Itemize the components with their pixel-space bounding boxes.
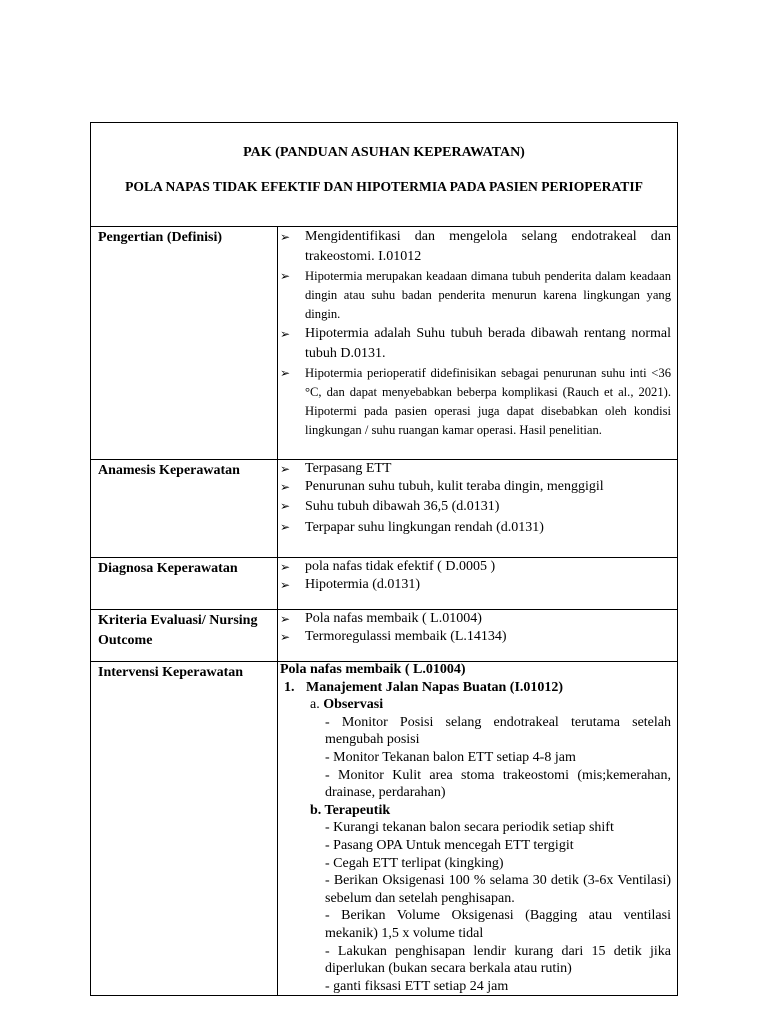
row-pengertian bbox=[91, 226, 677, 460]
list-item: ➢ Termoregulassi membaik (L.14134) bbox=[279, 628, 671, 646]
list-item: ➢ Hipotermia (d.0131) bbox=[279, 576, 671, 594]
list-item: ➢ Mengidentifikasi dan mengelola selang endotrakeal dan trakeostomi. I.01012 bbox=[279, 227, 671, 267]
list-item: ➢ Hipotermia perioperatif didefinisikan sebagai penurunan suhu inti <36 °C, dan dapat menyebabkan beberpa komplikasi (Rauch et al., 2021). Hipotermi pada pasien operasi juga dapat disebabkan oleh kondisi lingkungan / suhu ruangan kamar operasi. Hasil penelitian. bbox=[279, 364, 671, 440]
label-pengertian: Pengertian (Definisi) bbox=[98, 230, 223, 245]
row-anamnesis bbox=[91, 459, 677, 558]
column-divider bbox=[277, 226, 278, 459]
row-intervensi bbox=[91, 661, 677, 995]
column-divider bbox=[277, 661, 278, 995]
terapeutik-heading: b. Terapeutik bbox=[310, 802, 391, 818]
column-divider bbox=[277, 459, 278, 557]
intervention-step: 1. Manajement Jalan Napas Buatan (I.01012) bbox=[284, 679, 564, 695]
list-item: - Pasang OPA Untuk mencegah ETT tergigit bbox=[325, 837, 574, 853]
row-diagnosa bbox=[91, 557, 677, 610]
value-anamnesis bbox=[279, 460, 671, 538]
list-item: ➢ Pola nafas membaik ( L.01004) bbox=[279, 610, 671, 628]
list-item: - Berikan Volume Oksigenasi (Bagging atau ventilasi mekanik) 1,5 x volume tidal bbox=[325, 908, 671, 941]
observasi-heading: a. Observasi bbox=[310, 697, 384, 713]
list-item: - Monitor Tekanan balon ETT setiap 4-8 jam bbox=[325, 749, 576, 765]
value-kriteria bbox=[279, 610, 671, 646]
value-pengertian bbox=[279, 227, 671, 440]
step-title: Manajement Jalan Napas Buatan (I.01012) bbox=[306, 679, 564, 695]
list-item: ➢ Suhu tubuh dibawah 36,5 (d.0131) bbox=[279, 496, 671, 517]
list-item: - Berikan Oksigenasi 100 % selama 30 detik (3-6x Ventilasi) sebelum dan setelah penghisapan. bbox=[325, 873, 671, 906]
label-intervensi: Intervensi Keperawatan bbox=[98, 665, 244, 680]
nursing-guide-table bbox=[90, 122, 678, 996]
list-item: ➢ Terpapar suhu lingkungan rendah (d.0131) bbox=[279, 517, 671, 538]
list-item: ➢ pola nafas tidak efektif ( D.0005 ) bbox=[279, 558, 671, 576]
column-divider bbox=[277, 609, 278, 661]
list-item: - Cegah ETT terlipat (kingking) bbox=[325, 855, 504, 871]
list-item: ➢ Hipotermia adalah Suhu tubuh berada dibawah rentang normal tubuh D.0131. bbox=[279, 324, 671, 364]
list-item: ➢ Penurunan suhu tubuh, kulit teraba dingin, menggigil bbox=[279, 478, 671, 496]
intervention-heading: Pola nafas membaik ( L.01004) bbox=[280, 662, 466, 677]
list-item: ➢ Hipotermia merupakan keadaan dimana tubuh penderita dalam keadaan dingin atau suhu badan penderita menurun karena lingkungan yang dingin. bbox=[279, 267, 671, 324]
list-item: - Monitor Kulit area stoma trakeostomi (mis;kemerahan, drainase, perdarahan) bbox=[325, 767, 671, 801]
row-kriteria bbox=[91, 609, 677, 662]
value-diagnosa bbox=[279, 558, 671, 594]
column-divider bbox=[277, 557, 278, 609]
list-item: - ganti fiksasi ETT setiap 24 jam bbox=[325, 978, 509, 994]
title-cell bbox=[91, 123, 677, 227]
label-anamnesis: Anamesis Keperawatan bbox=[98, 463, 240, 478]
label-diagnosa: Diagnosa Keperawatan bbox=[98, 561, 238, 576]
list-item: - Kurangi tekanan balon secara periodik setiap shift bbox=[325, 820, 614, 836]
label-kriteria: Kriteria Evaluasi/ Nursing Outcome bbox=[98, 613, 258, 648]
document-title: PAK (PANDUAN ASUHAN KEPERAWATAN) bbox=[243, 145, 525, 160]
list-item: - Monitor Posisi selang endotrakeal terutama setelah mengubah posisi bbox=[325, 714, 671, 748]
document-subtitle: POLA NAPAS TIDAK EFEKTIF DAN HIPOTERMIA PADA PASIEN PERIOPERATIF bbox=[125, 179, 643, 194]
list-item: ➢ Terpasang ETT bbox=[279, 460, 671, 478]
value-intervensi bbox=[280, 661, 671, 995]
list-item: - Lakukan penghisapan lendir kurang dari 15 detik jika diperlukan (bukan secara berkala atau rutin) bbox=[325, 943, 671, 977]
